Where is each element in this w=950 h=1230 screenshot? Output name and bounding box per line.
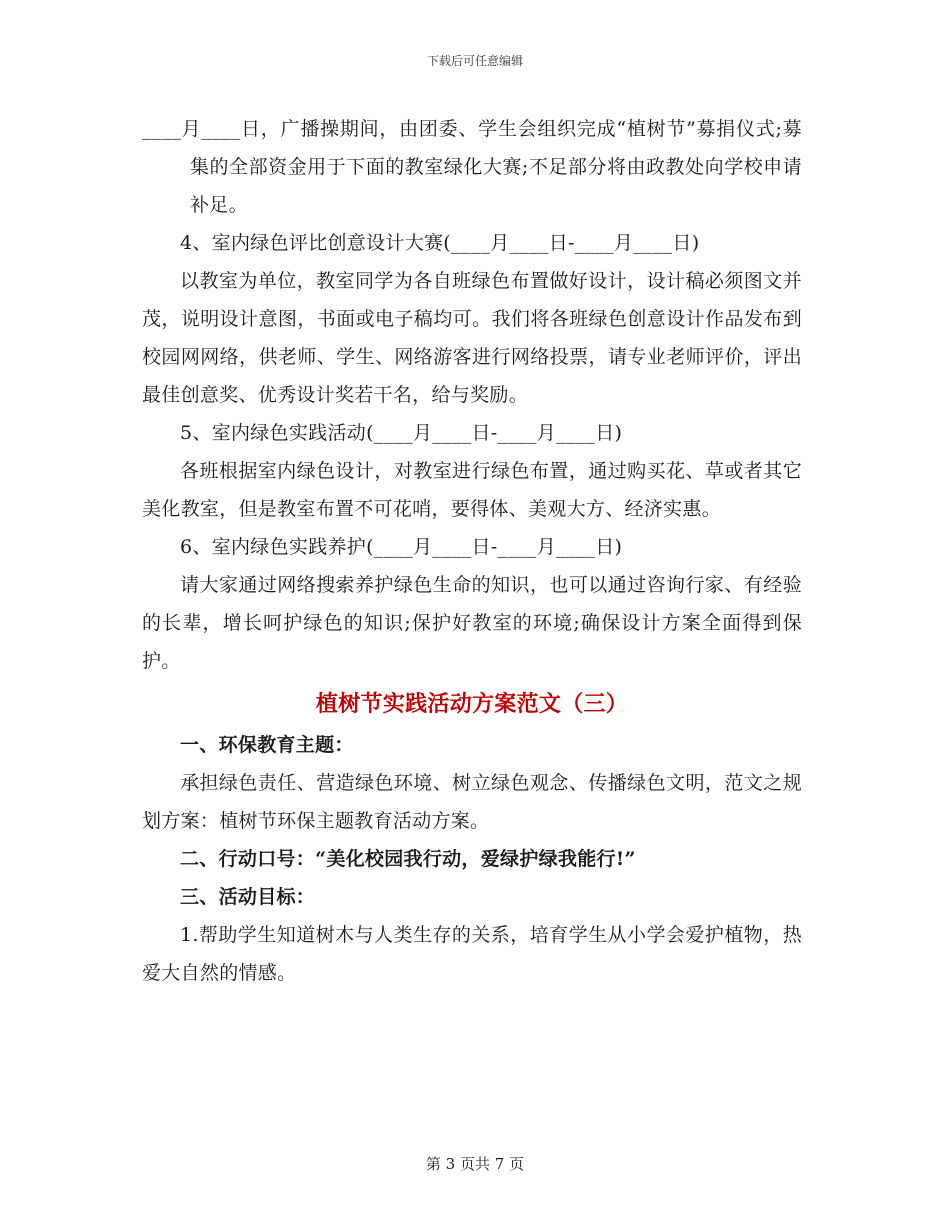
paragraph-fundraising: ____月____日，广播操期间，由团委、学生会组织完成“植树节”募捐仪式;募集的全部资金用于下面的教室绿化大赛;不足部分将由政教处向学校申请补足。 xyxy=(142,118,802,216)
heading-item-5: 5、室内绿色实践活动(____月____日-____月____日) xyxy=(180,422,623,444)
subheading-theme: 一、环保教育主题： xyxy=(180,734,354,756)
paragraph-goal-1: 1.帮助学生知道树木与人类生存的关系，培育学生从小学会爱护植物，热爱大自然的情感。 xyxy=(142,924,802,984)
subheading-slogan: 二、行动口号：“美化校园我行动，爱绿护绿我能行!” xyxy=(180,848,636,870)
subheading-goals: 三、活动目标： xyxy=(180,886,316,908)
heading-item-4: 4、室内绿色评比创意设计大赛(____月____日-____月____日) xyxy=(180,232,700,254)
page-footer: 第 3 页共 7 页 xyxy=(425,1155,525,1173)
section-title: 植树节实践活动方案范文（三） xyxy=(315,691,629,717)
paragraph-practice: 各班根据室内绿色设计，对教室进行绿色布置，通过购买花、草或者其它美化教室，但是教室布置不可花哨，要得体、美观大方、经济实惠。 xyxy=(142,460,802,520)
heading-item-6: 6、室内绿色实践养护(____月____日-____月____日) xyxy=(180,536,623,558)
page-header: 下载后可任意编辑 xyxy=(426,54,523,68)
paragraph-design-contest: 以教室为单位，教室同学为各自班绿色布置做好设计，设计稿必须图文并茂，说明设计意图，书面或电子稿均可。我们将各班绿色创意设计作品发布到校园网网络，供老师、学生、网络游客进行网络投票，请专业老师评价，评出最佳创意奖、优秀设计奖若干名，给与奖励。 xyxy=(142,270,802,406)
document-body xyxy=(142,110,802,992)
paragraph-theme: 承担绿色责任、营造绿色环境、树立绿色观念、传播绿色文明，范文之规划方案：植树节环保主题教育活动方案。 xyxy=(142,772,802,832)
paragraph-maintenance: 请大家通过网络搜索养护绿色生命的知识，也可以通过咨询行家、有经验的长辈，增长呵护绿色的知识;保护好教室的环境;确保设计方案全面得到保护。 xyxy=(142,574,802,672)
